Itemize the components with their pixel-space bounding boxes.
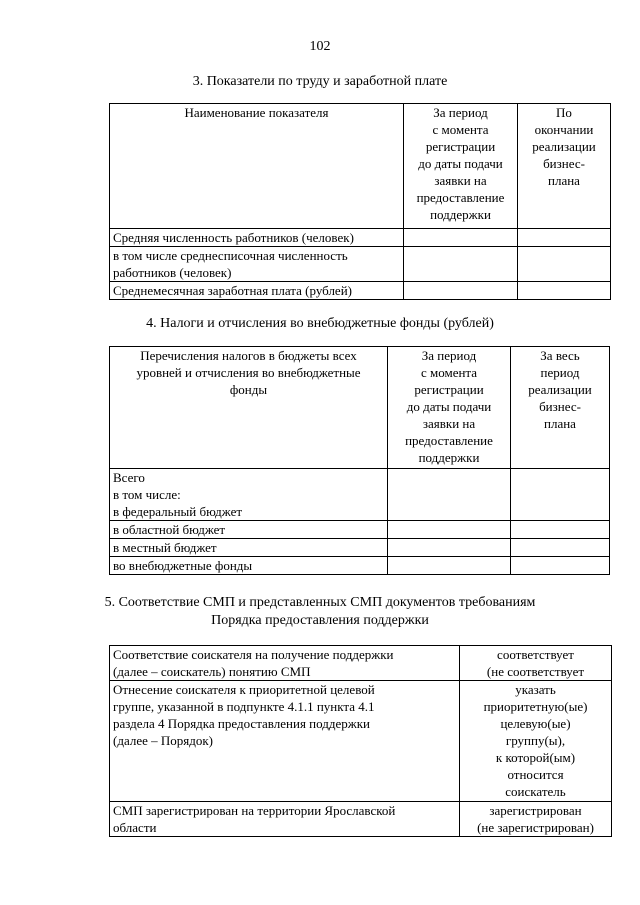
table-cell [404, 282, 518, 300]
table-cell [388, 521, 511, 539]
table-cell [518, 282, 611, 300]
table-header-row [110, 104, 611, 229]
row-label: СМП зарегистрирован на территории Ярославской области [110, 802, 460, 837]
table-cell [388, 557, 511, 575]
row-label: в областной бюджет [110, 521, 388, 539]
table-cell [518, 229, 611, 247]
row-label: Соответствие соискателя на получение поддержки (далее – соискатель) понятию СМП [110, 646, 460, 681]
table-cell [388, 539, 511, 557]
table-row [110, 229, 611, 247]
column-header: За весь период реализации бизнес- плана [511, 347, 610, 469]
row-label: Средняя численность работников (человек) [110, 229, 404, 247]
section-4-title: 4. Налоги и отчисления во внебюджетные фонды (рублей) [146, 316, 494, 331]
table-row [110, 681, 612, 802]
table-cell [511, 521, 610, 539]
row-value: соответствует (не соответствует [460, 646, 612, 681]
column-header: За период с момента регистрации до даты подачи заявки на предоставление поддержки [404, 104, 518, 229]
labor-table [109, 103, 611, 300]
section-3-title: 3. Показатели по труду и заработной плате [192, 74, 448, 89]
page-number: 102 [309, 39, 331, 54]
compliance-table [109, 645, 612, 837]
table-cell [388, 469, 511, 521]
table-row [110, 646, 612, 681]
table-row [110, 539, 610, 557]
table-row [110, 469, 610, 521]
table-row [110, 802, 612, 837]
row-value: зарегистрирован (не зарегистрирован) [460, 802, 612, 837]
row-label: во внебюджетные фонды [110, 557, 388, 575]
table-cell [404, 247, 518, 282]
table-row [110, 521, 610, 539]
row-label: Среднемесячная заработная плата (рублей) [110, 282, 404, 300]
column-header: Наименование показателя [110, 104, 404, 229]
taxes-table [109, 346, 610, 575]
table-cell [511, 557, 610, 575]
row-label: в местный бюджет [110, 539, 388, 557]
column-header: По окончании реализации бизнес- плана [518, 104, 611, 229]
row-value: указать приоритетную(ые) целевую(ые) группу(ы), к которой(ым) относится соискатель [460, 681, 612, 802]
table-header-row [110, 347, 610, 469]
table-cell [511, 469, 610, 521]
row-label: Всего в том числе: в федеральный бюджет [110, 469, 388, 521]
section-5-title: 5. Соответствие СМП и представленных СМП документов требованиям Порядка предоставления поддержки [104, 595, 536, 628]
row-label: в том числе среднесписочная численность работников (человек) [110, 247, 404, 282]
table-row [110, 247, 611, 282]
column-header: За период с момента регистрации до даты подачи заявки на предоставление поддержки [388, 347, 511, 469]
column-header: Перечисления налогов в бюджеты всех уровней и отчисления во внебюджетные фонды [110, 347, 388, 469]
table-cell [511, 539, 610, 557]
table-row [110, 557, 610, 575]
row-label: Отнесение соискателя к приоритетной целевой группе, указанной в подпункте 4.1.1 пункта 4.1 раздела 4 Порядка предоставления поддержки (далее – Порядок) [110, 681, 460, 802]
table-cell [518, 247, 611, 282]
table-cell [404, 229, 518, 247]
table-row [110, 282, 611, 300]
